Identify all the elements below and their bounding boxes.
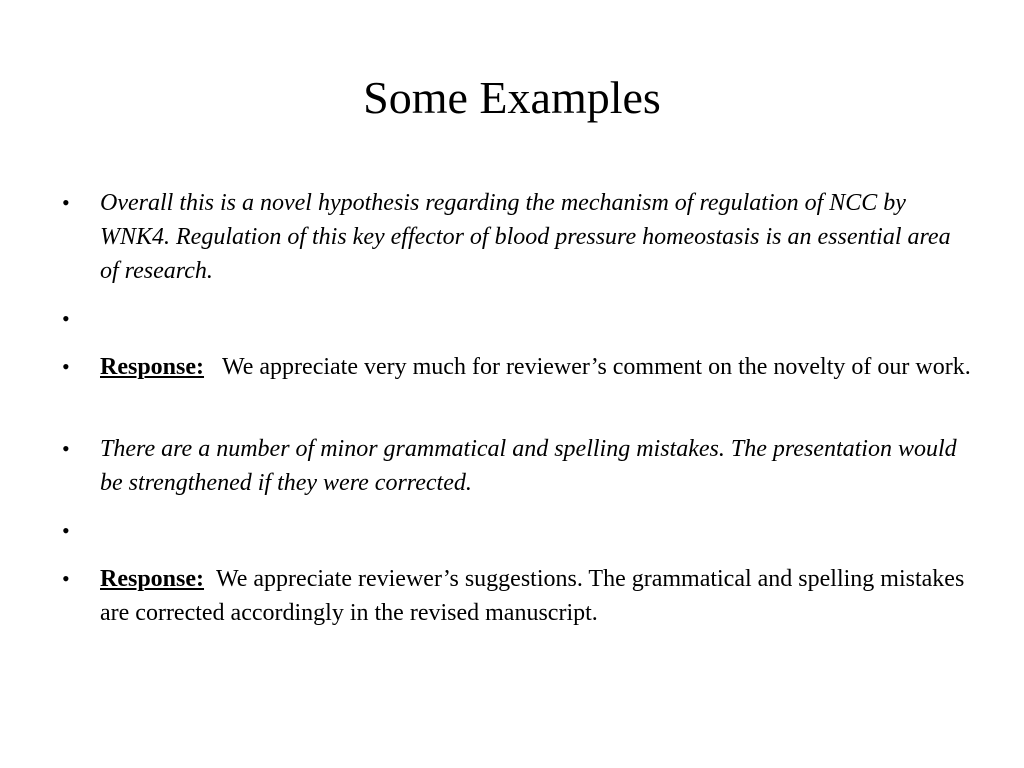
bullet-icon: • bbox=[62, 306, 70, 331]
reviewer-comment-2: There are a number of minor grammatical and spelling mistakes. The presentation would be strengthened if they were corrected. bbox=[100, 436, 957, 496]
bullet-item-empty-1 bbox=[62, 302, 972, 336]
bullet-item-response-2 bbox=[62, 562, 972, 630]
bullet-item-empty-2 bbox=[62, 514, 972, 548]
bullet-icon: • bbox=[62, 518, 70, 543]
bullet-item-comment-2 bbox=[62, 432, 972, 500]
bullet-icon: • bbox=[62, 436, 70, 461]
response-text-1: We appreciate very much for reviewer’s comment on the novelty of our work. bbox=[222, 354, 971, 380]
bullet-icon: • bbox=[62, 354, 70, 379]
slide-title: Some Examples bbox=[363, 72, 661, 123]
bullet-item-response-1 bbox=[62, 350, 972, 384]
response-label-1: Response: bbox=[100, 354, 205, 380]
bullet-icon: • bbox=[62, 190, 70, 215]
response-text-2: We appreciate reviewer’s suggestions. The grammatical and spelling mistakes are corrected accordingly in the revised manuscript. bbox=[100, 566, 965, 626]
bullet-icon: • bbox=[62, 566, 70, 591]
response-label-2: Response: bbox=[100, 566, 205, 592]
reviewer-comment-1: Overall this is a novel hypothesis regarding the mechanism of regulation of NCC by WNK4. Regulation of this key effector of blood pressure homeostasis is an essential area of research. bbox=[100, 190, 951, 284]
bullet-item-comment-1 bbox=[62, 186, 972, 288]
bullet-list bbox=[62, 186, 972, 630]
